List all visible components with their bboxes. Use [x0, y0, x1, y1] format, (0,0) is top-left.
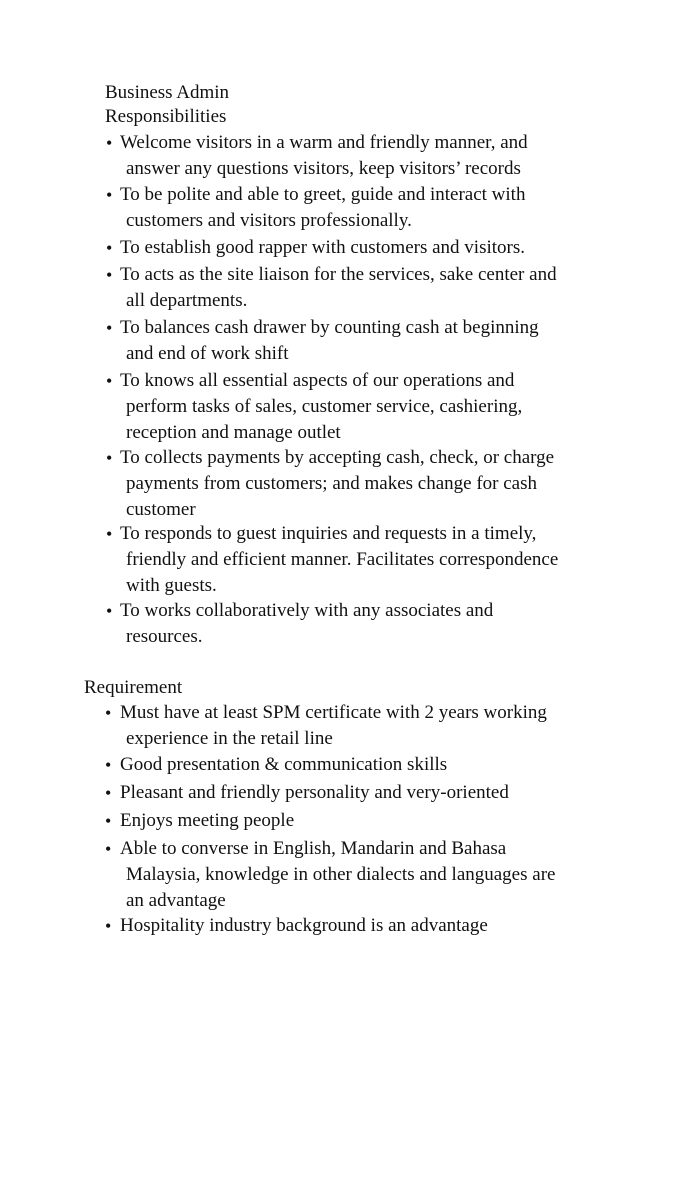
bullet-marker: • [106, 524, 113, 544]
list-item-text [120, 599, 493, 649]
text-line: and end of work shift [126, 343, 289, 364]
text-line: Able to converse in English, Mandarin and Bahasa [120, 838, 507, 859]
text-line: friendly and efficient manner. Facilitates correspondence [126, 549, 559, 570]
list-item-text [120, 753, 447, 777]
text-line: To collects payments by accepting cash, check, or charge [120, 447, 555, 468]
text-line: customer [126, 499, 196, 520]
bullet-marker: • [106, 238, 113, 258]
list-item-text [120, 781, 509, 805]
bullet-marker: • [106, 133, 113, 153]
text-line: resources. [126, 626, 203, 647]
text-line: reception and manage outlet [126, 422, 341, 443]
bullet-marker: • [105, 839, 112, 859]
list-item-text [120, 369, 522, 445]
bullet-marker: • [105, 916, 112, 936]
list-item-text [120, 131, 528, 181]
text-line: customers and visitors professionally. [126, 210, 412, 231]
list-item-text [120, 446, 554, 522]
list-item-text [120, 701, 547, 751]
requirements-heading: Requirement [84, 677, 183, 698]
text-line: To responds to guest inquiries and requests in a timely, [120, 523, 537, 544]
list-item-text [120, 837, 555, 913]
text-line: perform tasks of sales, customer service, cashiering, [126, 396, 523, 417]
bullet-marker: • [105, 755, 112, 775]
text-line: Must have at least SPM certificate with 2 years working [120, 702, 547, 723]
bullet-marker: • [105, 811, 112, 831]
text-line: Welcome visitors in a warm and friendly manner, and [120, 132, 528, 153]
bullet-marker: • [106, 601, 113, 621]
bullet-marker: • [106, 185, 113, 205]
bullet-marker: • [106, 265, 113, 285]
text-line: all departments. [126, 290, 248, 311]
text-line: Hospitality industry background is an advantage [120, 915, 488, 936]
text-line: To be polite and able to greet, guide and interact with [120, 184, 526, 205]
text-line: experience in the retail line [126, 728, 333, 749]
text-line: Pleasant and friendly personality and very-oriented [120, 782, 509, 803]
text-line: Malaysia, knowledge in other dialects and languages are [126, 864, 556, 885]
bullet-marker: • [106, 448, 113, 468]
job-title: Business Admin [105, 82, 230, 103]
list-item-text [120, 914, 488, 938]
bullet-marker: • [105, 783, 112, 803]
bullet-marker: • [105, 703, 112, 723]
text-line: an advantage [126, 890, 226, 911]
bullet-marker: • [106, 371, 113, 391]
text-line: Enjoys meeting people [120, 810, 295, 831]
text-line: To works collaboratively with any associates and [120, 600, 494, 621]
text-line: To acts as the site liaison for the services, sake center and [120, 264, 557, 285]
list-item-text [120, 316, 539, 366]
text-line: answer any questions visitors, keep visitors’ records [126, 158, 521, 179]
text-line: To knows all essential aspects of our operations and [120, 370, 515, 391]
list-item-text [120, 809, 294, 833]
text-line: with guests. [126, 575, 217, 596]
text-line: payments from customers; and makes change for cash [126, 473, 538, 494]
list-item-text [120, 183, 525, 233]
text-line: To establish good rapper with customers and visitors. [120, 237, 525, 258]
text-line: Good presentation & communication skills [120, 754, 448, 775]
list-item-text [120, 522, 558, 598]
bullet-marker: • [106, 318, 113, 338]
list-item-text [120, 263, 557, 313]
responsibilities-heading: Responsibilities [105, 106, 227, 127]
list-item-text [120, 236, 525, 260]
text-line: To balances cash drawer by counting cash at beginning [120, 317, 539, 338]
